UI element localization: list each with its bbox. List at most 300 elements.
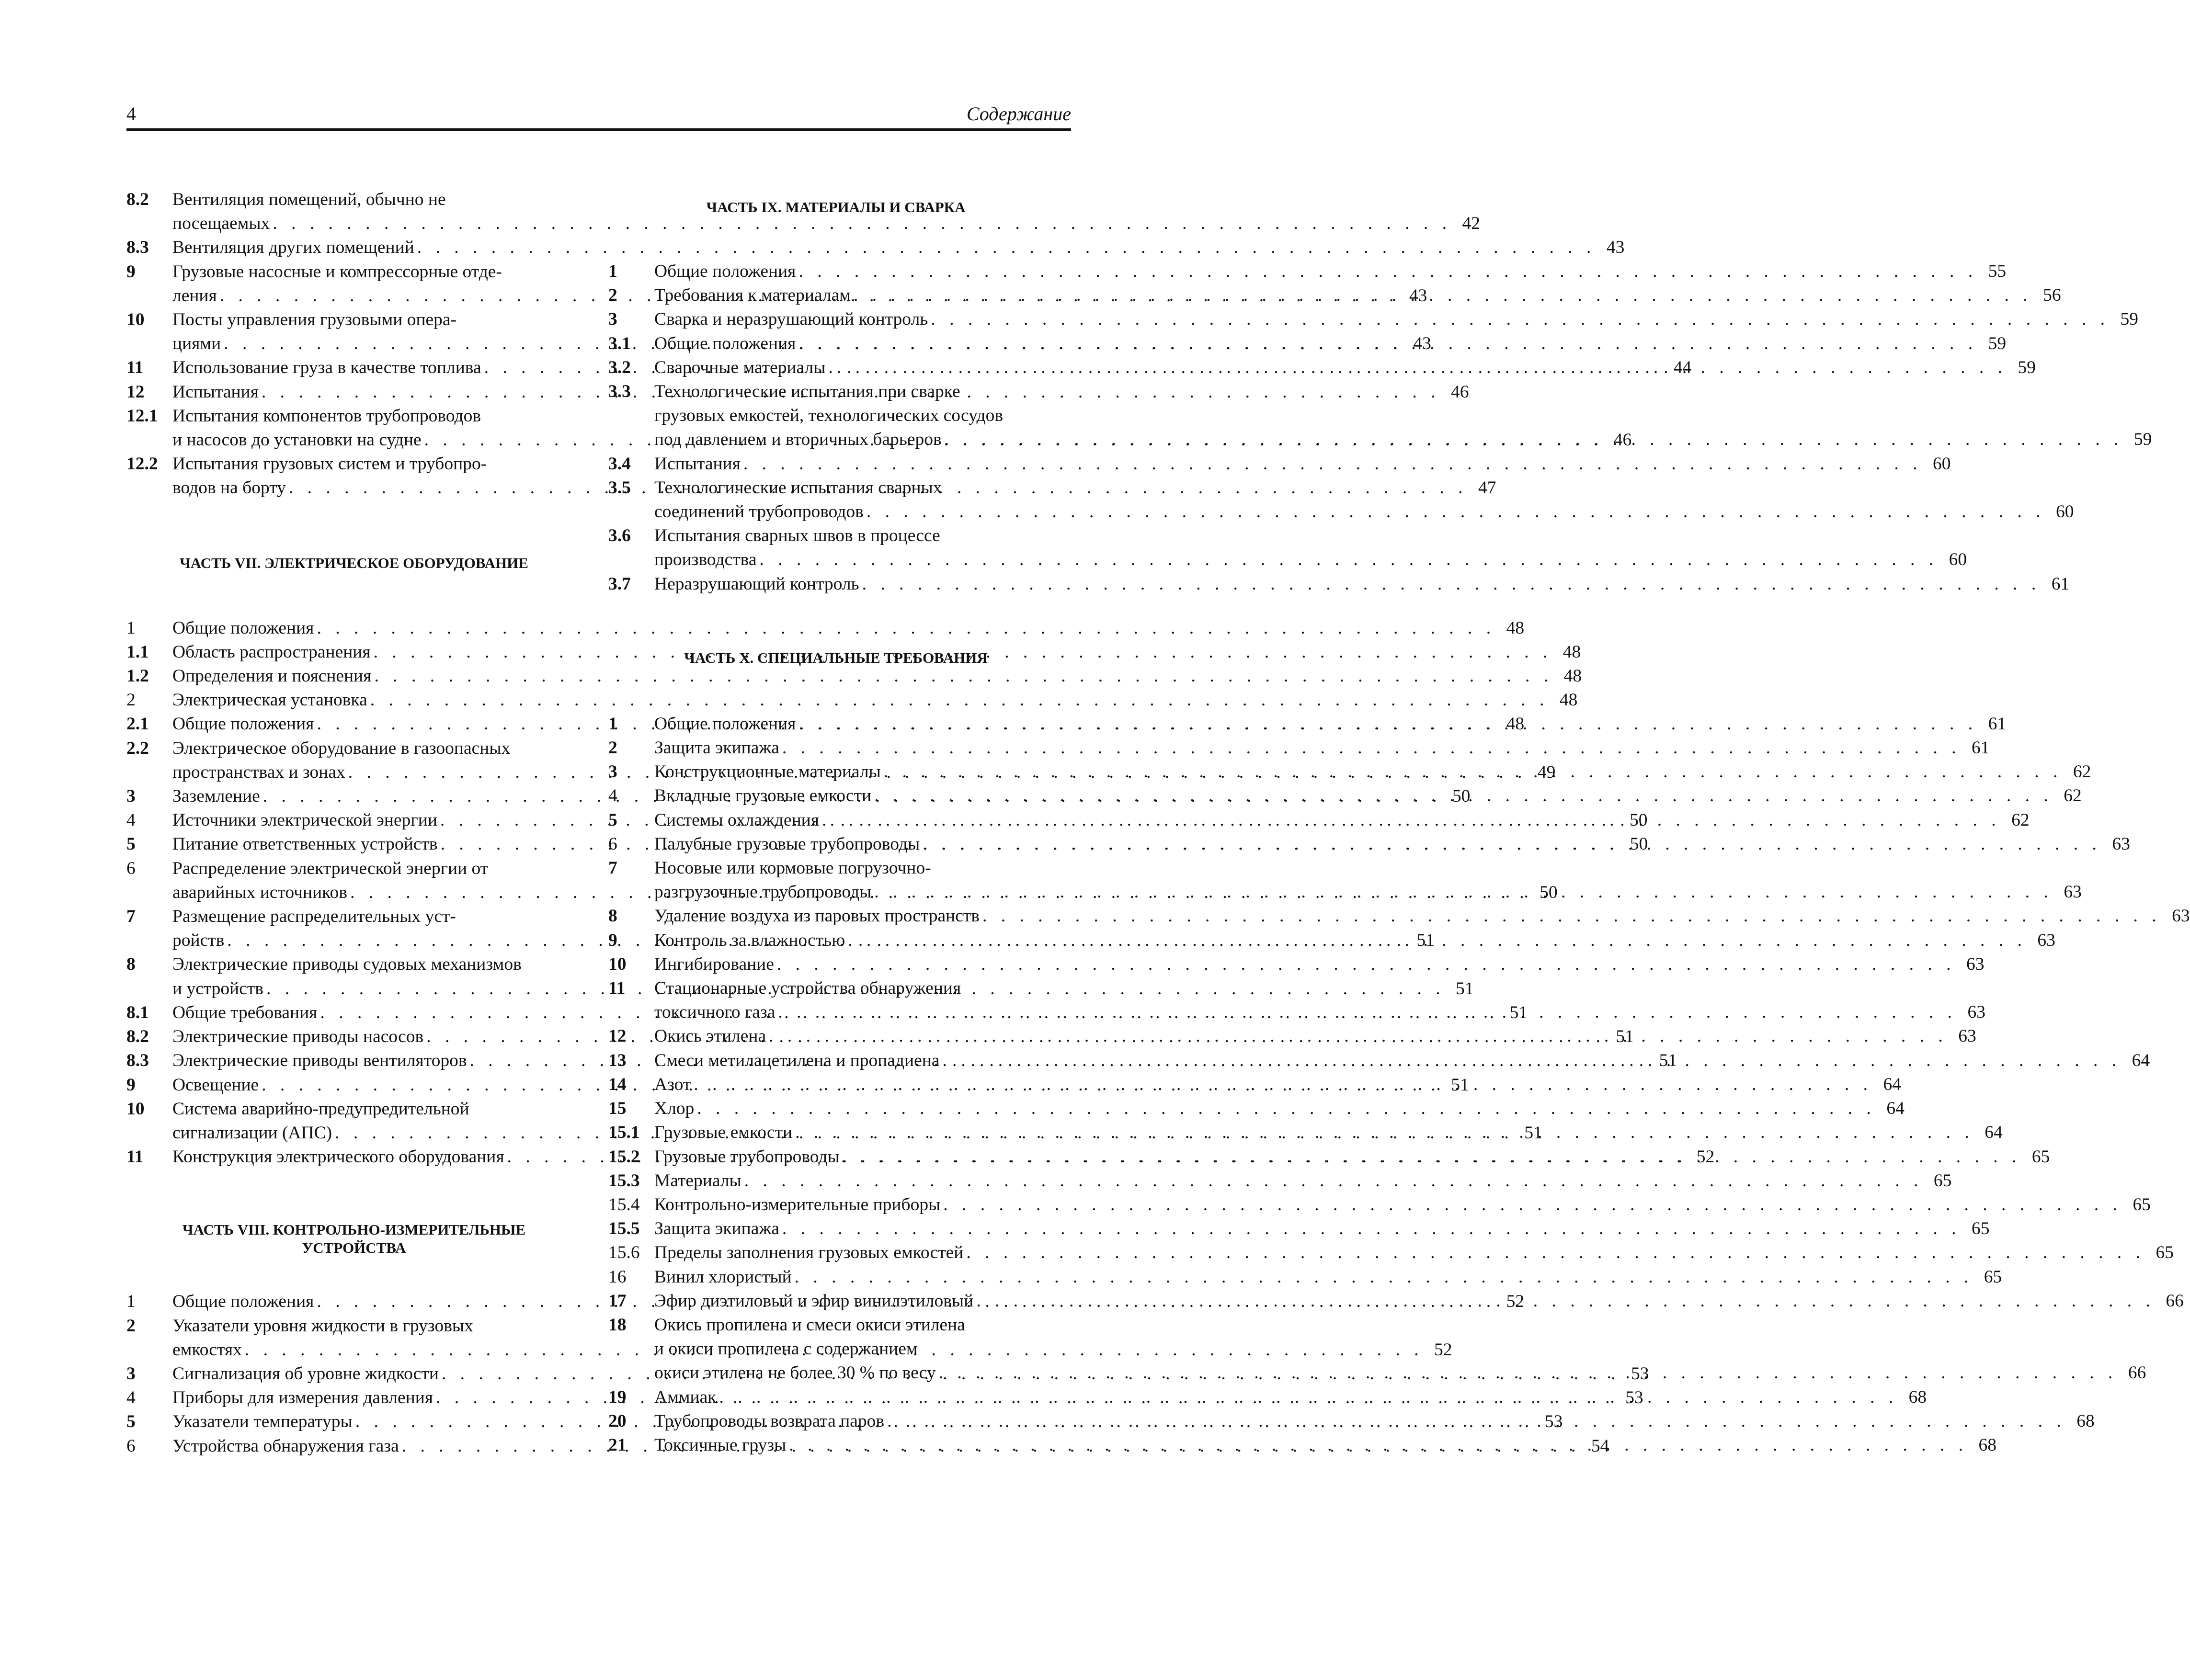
toc-entry-number: 3.1: [608, 333, 631, 353]
toc-entry-title-line: Испытания: [172, 382, 259, 402]
toc-entry-title-line: Общие положения: [172, 1292, 314, 1312]
toc-entry-page: 53: [1544, 1412, 1563, 1432]
toc-entry-number: 10: [126, 310, 145, 330]
toc-entry-number: 3.7: [608, 574, 631, 594]
toc-entry-number: 11: [126, 1147, 144, 1167]
dot-leader: [864, 500, 2045, 524]
toc-entry-page: 51: [1509, 1002, 1528, 1022]
toc-entry-page: 59: [2133, 430, 2152, 450]
toc-entry-title-line: Технологические испытания при сварке: [654, 382, 960, 402]
toc-entry-leader-row: [654, 284, 2061, 307]
toc-entry: [126, 236, 1625, 260]
toc-entry-page: 61: [2051, 574, 2070, 594]
toc-entry-title-line: Конструкция электрического оборудования: [172, 1147, 504, 1167]
toc-entry-number: 15.2: [608, 1146, 640, 1167]
toc-entry-title: [654, 1385, 1927, 1409]
toc-entry-title-line: и устройств: [172, 978, 263, 999]
toc-entry-leader-row: [654, 1024, 1976, 1048]
toc-entry-number: 3: [126, 1363, 136, 1384]
toc-entry-title-line: Грузовые насосные и компрессорные отде-: [172, 261, 502, 282]
toc-entry-title: [654, 284, 2061, 307]
toc-entry-number: 3.2: [608, 357, 631, 377]
dot-leader: [774, 953, 1956, 976]
toc-entry-title-line: Палубные грузовые трубопроводы: [654, 834, 920, 854]
toc-entry-title-line: Требования к материалам: [654, 285, 851, 306]
toc-entry-page: 68: [1908, 1387, 1927, 1407]
toc-entry-leader-row: [654, 832, 2130, 856]
toc-entry-leader-row: [654, 428, 2152, 452]
toc-entry-number: 3.4: [608, 454, 631, 474]
toc-entry-title: [654, 1169, 1951, 1193]
toc-entry-leader-row: [654, 1385, 1927, 1409]
dot-leader: [881, 760, 2063, 784]
toc-entry-title-line: Носовые или кормовые погрузочно-: [654, 858, 931, 878]
dot-leader: [973, 1289, 2155, 1313]
toc-entry-number: 4: [608, 786, 617, 806]
toc-entry-title-line: под давлением и вторичных барьеров: [654, 430, 942, 450]
toc-entry-title-line: Аммиак: [654, 1387, 717, 1407]
toc-entry-title-line: сигнализации (АПС): [172, 1123, 332, 1143]
toc-entry-number: 21: [608, 1435, 627, 1455]
toc-entry-page: 60: [1949, 550, 1967, 570]
dot-leader: [845, 929, 2027, 953]
toc-entry-title-line: Сварочные материалы: [654, 357, 826, 377]
toc-entry-page: 68: [2076, 1411, 2095, 1431]
toc-entry-title: [654, 1265, 2002, 1289]
toc-entry-title-line: Источники электрической энергии: [172, 810, 437, 830]
toc-entry-leader-row: [654, 953, 1985, 976]
dot-leader: [840, 1145, 2021, 1169]
toc-entry-number: 4: [126, 810, 136, 830]
toc-entry-number: 19: [608, 1387, 627, 1407]
toc-entry-title: [654, 904, 2190, 928]
toc-entry-number: 3.3: [608, 382, 631, 402]
toc-entry-title-line: Заземление: [172, 786, 260, 806]
toc-entry-title: [654, 356, 2036, 380]
toc-entry-leader-row: [654, 760, 2091, 784]
toc-entry-number: 16: [608, 1267, 627, 1287]
toc-entry-number: 2: [126, 1316, 136, 1336]
toc-entry-page: 50: [1452, 786, 1471, 806]
toc-entry-title-line: Грузовые трубопроводы: [654, 1146, 840, 1167]
toc-entry: [126, 664, 1582, 688]
dot-leader: [940, 1193, 2122, 1217]
toc-entry-number: 12: [608, 1026, 627, 1046]
toc-entry-number: 15.5: [608, 1219, 640, 1239]
toc-entry-page: 65: [1972, 1219, 1990, 1239]
toc-entry-page: 50: [1630, 810, 1648, 830]
toc-entry-number: 1.1: [126, 642, 149, 662]
toc-entry-title: [654, 1241, 2174, 1265]
toc-entry-title-line: Контрольно-измерительные приборы: [654, 1194, 941, 1215]
toc-entry-title-line: Указатели уровня жидкости в грузовых: [172, 1316, 473, 1336]
toc-entry: [608, 1169, 1952, 1193]
dot-leader: [819, 808, 2001, 832]
toc-entry-page: 51: [1659, 1051, 1677, 1071]
toc-entry-title-line: Защита экипажа: [654, 738, 779, 758]
dot-leader: [939, 1049, 2121, 1073]
toc-entry-title-line: Системы охлаждения: [654, 810, 820, 830]
toc-entry-leader-row: [654, 1073, 1901, 1097]
dot-leader: [741, 1169, 1923, 1193]
toc-entry-leader-row: [654, 1193, 2151, 1217]
toc-entry-page: 55: [1988, 261, 2007, 281]
toc-entry-number: 12.2: [126, 454, 158, 474]
toc-entry-number: 20: [608, 1411, 627, 1431]
dot-leader: [766, 1024, 1948, 1048]
toc-entry: [126, 616, 1525, 640]
toc-entry-title: [654, 1024, 1976, 1048]
toc-entry-title-line: Окись этилена: [654, 1026, 766, 1046]
toc-entry-page: 65: [2031, 1146, 2050, 1167]
dot-leader: [859, 572, 2041, 596]
toc-entry-title-line: Электрическое оборудование в газоопасных: [172, 738, 511, 758]
toc-entry-number: 1: [126, 1292, 136, 1312]
toc-entry-page: 52: [1506, 1292, 1525, 1312]
toc-entry-leader-row: [654, 1241, 2174, 1265]
toc-entry-number: 11: [126, 358, 144, 378]
toc-entry-title-line: Питание ответственных устройств: [172, 834, 438, 854]
toc-entry-page: 43: [1413, 334, 1431, 354]
toc-entry-page: 51: [1616, 1027, 1634, 1047]
toc-entry-title: [654, 784, 2082, 808]
toc-entry-number: 7: [608, 858, 617, 878]
toc-entry-leader-row: [654, 808, 2030, 832]
toc-entry-title-line: соединений трубопроводов: [654, 502, 864, 522]
toc-entry-title-line: Конструкционные материалы: [654, 762, 881, 782]
toc-entry-number: 7: [126, 907, 136, 927]
toc-entry-leader-row: [654, 736, 1990, 760]
toc-entry-number: 5: [126, 834, 136, 854]
toc-entry-number: 14: [608, 1074, 627, 1094]
toc-entry-title: [654, 1121, 2003, 1145]
toc-entry-number: 15.4: [608, 1194, 640, 1215]
toc-entry-title-line: Эфир диэтиловый и эфир винилэтиловый: [654, 1291, 974, 1311]
toc-entry-title-line: Хлор: [654, 1099, 695, 1119]
toc-entry-leader-row: [654, 307, 2138, 331]
toc-entry-title-line: Система аварийно-предупредительной: [172, 1099, 469, 1119]
toc-entry-title: [654, 1073, 1901, 1097]
section-heading: ЧАСТЬ VII. ЭЛЕКТРИЧЕСКОЕ ОБОРУДОВАНИЕ: [180, 554, 528, 571]
toc-entry-title-line: ления: [172, 285, 217, 306]
toc-entry-title-line: Удаление воздуха из паровых пространств: [654, 906, 980, 926]
toc-entry-title-line: Технологические испытания сварных: [654, 477, 942, 498]
toc-entry: [608, 736, 1990, 760]
toc-entry-page: 52: [1696, 1147, 1715, 1167]
toc-entry-number: 4: [126, 1388, 136, 1408]
toc-entry-title-line: Область распространения: [172, 642, 371, 662]
toc-entry-number: 18: [608, 1315, 627, 1335]
toc-entry-page: 53: [1631, 1363, 1649, 1384]
toc-entry-page: 64: [1886, 1099, 1905, 1119]
toc-entry-title-line: Посты управления грузовыми опера-: [172, 310, 457, 330]
dot-leader: [741, 452, 1922, 476]
toc-entry-title: [654, 1217, 1990, 1241]
toc-entry-number: 15.3: [608, 1170, 640, 1191]
toc-entry-number: 15: [608, 1099, 627, 1119]
toc-entry-title-line: циями: [172, 334, 221, 354]
toc-entry-title: [654, 524, 1967, 572]
toc-entry-title: [654, 260, 2006, 284]
dot-leader: [928, 307, 2110, 331]
toc-entry-title-line: Грузовые емкости: [654, 1123, 793, 1143]
toc-entry-page: 60: [1933, 454, 1951, 474]
toc-entry-leader-row: [654, 548, 1967, 572]
toc-entry-page: 43: [1606, 238, 1625, 258]
toc-entry-number: 17: [608, 1291, 627, 1311]
toc-entry-page: 46: [1451, 382, 1469, 402]
toc-entry-leader-row: [654, 500, 2074, 524]
toc-entry-title-line: Азот: [654, 1074, 691, 1094]
toc-entry-title-line: Винил хлористый: [654, 1267, 792, 1287]
toc-entry-title-line: Окись пропилена и смеси окиси этилена: [654, 1315, 965, 1335]
toc-entry-title-line: Защита экипажа: [654, 1219, 779, 1239]
dot-leader: [796, 332, 1977, 356]
section-heading: ЧАСТЬ VIII. КОНТРОЛЬНО-ИЗМЕРИТЕЛЬНЫЕ: [182, 1221, 526, 1238]
toc-entry-title-line: Общие положения: [654, 333, 796, 353]
toc-entry-leader-row: [654, 880, 2082, 904]
dot-leader: [691, 1073, 1872, 1097]
toc-entry-page: 64: [1985, 1123, 2003, 1143]
dot-leader: [757, 548, 1939, 572]
toc-entry-page: 48: [1563, 666, 1582, 686]
dot-leader: [851, 284, 2032, 307]
dot-leader: [694, 1097, 1876, 1121]
toc-entry-number: 1: [608, 261, 617, 281]
toc-entry-page: 50: [1630, 834, 1648, 854]
toc-entry: [608, 452, 1951, 476]
toc-entry-number: 6: [126, 1436, 136, 1456]
toc-entry-title-line: пространствах и зонах: [172, 762, 345, 782]
toc-entry-page: 65: [1933, 1170, 1952, 1191]
toc-entry-page: 61: [1988, 714, 2007, 734]
toc-entry-title-line: Неразрушающий контроль: [654, 574, 859, 594]
dot-leader: [920, 832, 2101, 856]
toc-entry-leader-row: [654, 1289, 2184, 1313]
toc-entry-page: 51: [1524, 1123, 1542, 1143]
toc-entry-leader-row: [654, 452, 1951, 476]
toc-entry-number: 12.1: [126, 406, 158, 426]
toc-entry-title: [654, 953, 1985, 976]
toc-entry-page: 63: [2064, 882, 2082, 902]
toc-entry-number: 6: [126, 858, 136, 878]
toc-entry-title: [654, 380, 2152, 452]
toc-entry: [126, 688, 1578, 712]
toc-entry-title-line: Трубопроводы возврата паров: [654, 1411, 885, 1431]
dot-leader: [775, 1000, 1957, 1024]
toc-entry-title: [654, 1313, 2146, 1385]
toc-entry-page: 42: [1462, 214, 1480, 234]
dot-leader: [716, 1385, 1898, 1409]
toc-entry-title: [654, 1145, 2050, 1169]
section-heading: УСТРОЙСТВА: [302, 1239, 406, 1257]
toc-entry-page: 63: [1966, 954, 1985, 974]
toc-entry-number: 8: [126, 954, 136, 975]
toc-entry-title: [654, 307, 2138, 331]
toc-entry-page: 64: [2132, 1050, 2150, 1070]
toc-entry-page: 59: [2018, 357, 2036, 377]
toc-entry-title: [654, 1433, 1996, 1457]
toc-entry-leader-row: [654, 1097, 1905, 1121]
dot-leader: [779, 1217, 1961, 1241]
toc-entry-page: 51: [1451, 1075, 1469, 1095]
toc-entry-title-line: Общие положения: [654, 261, 796, 281]
toc-entry-page: 66: [2128, 1363, 2146, 1383]
toc-entry-page: 52: [1434, 1339, 1452, 1360]
toc-entry: [608, 260, 2007, 284]
toc-entry-title-line: Вентиляция других помещений: [172, 238, 414, 258]
toc-entry-title: [654, 1289, 2184, 1313]
toc-entry-page: 44: [1673, 358, 1692, 378]
toc-entry-title-line: производства: [654, 550, 757, 570]
toc-entry-title-line: Вентиляция помещений, обычно не: [172, 190, 446, 209]
toc-entry-number: 8.1: [126, 1002, 149, 1022]
toc-entry-leader-row: [654, 1361, 2146, 1385]
toc-entry-number: 10: [126, 1099, 145, 1119]
section-heading: ЧАСТЬ X. СПЕЦИАЛЬНЫЕ ТРЕБОВАНИЯ: [684, 649, 988, 666]
toc-entry-leader-row: [654, 1433, 1996, 1457]
dot-leader: [963, 1241, 2145, 1265]
dot-leader: [792, 1265, 1973, 1289]
toc-entry-title-line: емкостях: [172, 1339, 242, 1360]
toc-entry-page: 46: [1613, 430, 1632, 450]
toc-entry-title-line: Общие положения: [172, 618, 314, 638]
toc-entry-number: 8.2: [126, 1027, 149, 1047]
toc-entry-title-line: Материалы: [654, 1170, 741, 1191]
dot-leader: [871, 784, 2053, 808]
toc-entry-page: 63: [2112, 834, 2130, 854]
toc-entry-title-line: Ингибирование: [654, 954, 774, 974]
toc-entry: [608, 1241, 2174, 1265]
toc-entry-title-line: Испытания грузовых систем и трубопро-: [172, 454, 487, 474]
toc-entry-title-line: Приборы для измерения давления: [172, 1388, 433, 1408]
toc-entry-page: 54: [1591, 1436, 1609, 1456]
running-title: Содержание: [966, 103, 1071, 125]
toc-entry-number: 2: [126, 690, 136, 710]
toc-entry-title-line: аварийных источников: [172, 882, 347, 902]
toc-entry-leader-row: [654, 1121, 2003, 1145]
toc-entry: [608, 572, 2070, 596]
toc-entry-number: 1: [126, 618, 136, 638]
toc-entry-title: [654, 1193, 2151, 1217]
dot-leader: [871, 880, 2053, 904]
toc-entry-page: 47: [1478, 478, 1496, 498]
toc-entry-title-line: Общие положения: [654, 714, 796, 734]
toc-entry-title: [654, 1409, 2095, 1433]
toc-entry-number: 6: [608, 834, 617, 854]
toc-entry-leader-row: [654, 260, 2006, 284]
toc-entry-page: 62: [2073, 762, 2091, 782]
toc-entry-title: [654, 332, 2006, 356]
toc-entry-title: [654, 1097, 1905, 1121]
toc-entry-page: 65: [2156, 1243, 2174, 1263]
toc-entry-number: 2.2: [126, 738, 149, 758]
toc-entry-page: 51: [1456, 978, 1474, 999]
dot-leader: [942, 428, 2123, 452]
toc-entry-number: 8: [608, 906, 617, 926]
toc-entry-number: 1: [608, 714, 617, 734]
dot-leader: [796, 260, 1977, 284]
toc-entry-title-line: Токсичные грузы: [654, 1435, 787, 1455]
toc-entry-page: 59: [2120, 309, 2139, 329]
toc-entry-title-line: Общие требования: [172, 1002, 318, 1022]
toc-entry-number: 8.3: [126, 238, 149, 258]
toc-entry-title: [654, 452, 1951, 476]
toc-entry-page: 43: [1409, 285, 1427, 306]
section-heading: ЧАСТЬ IX. МАТЕРИАЛЫ И СВАРКА: [706, 199, 966, 216]
toc-entry-title-line: Контроль за влажностью: [654, 930, 845, 950]
page-header: [126, 102, 1071, 130]
toc-entry-number: 11: [608, 978, 626, 999]
toc-entry-title-line: Размещение распределительных уст-: [172, 907, 456, 927]
toc-entry-title-line: Сигнализация об уровне жидкости: [172, 1363, 439, 1384]
toc-entry-page: 62: [2011, 810, 2030, 830]
toc-entry-leader-row: [654, 1000, 1985, 1024]
toc-entry-title: [654, 476, 2074, 524]
toc-entry: [608, 953, 1985, 976]
toc-entry: [608, 524, 1967, 572]
toc-entry-number: 10: [608, 954, 627, 974]
toc-entry-title-line: разгрузочные трубопроводы: [654, 882, 872, 902]
toc-entry-leader-row: [654, 1409, 2095, 1433]
toc-entry-page: 65: [2133, 1194, 2151, 1215]
toc-entry-number: 13: [608, 1050, 627, 1070]
toc-entry-title-line: Стационарные устройства обнаружения: [654, 978, 961, 999]
toc-entry-leader-row: [654, 784, 2082, 808]
toc-entry-title-line: и насосов до установки на судне: [172, 430, 422, 450]
toc-entry-page: 50: [1540, 882, 1558, 902]
dot-leader: [980, 904, 2161, 928]
toc-entry-page: 63: [2037, 930, 2055, 950]
toc-entry-page: 63: [2172, 906, 2190, 926]
toc-entry-page: 62: [2064, 786, 2082, 806]
toc-entry-number: 12: [126, 382, 145, 402]
toc-entry-number: 8.2: [126, 190, 149, 209]
toc-entry-number: 3.6: [608, 526, 631, 546]
toc-entry-title-line: Испытания компонентов трубопроводов: [172, 406, 481, 426]
toc-entry-number: 3: [608, 762, 617, 782]
toc-entry-leader-row: [654, 1265, 2002, 1289]
toc-entry: [608, 1097, 1905, 1121]
dot-leader: [884, 1409, 2066, 1433]
toc-entry-title-line: ройств: [172, 931, 225, 951]
toc-entry-title-line: Устройства обнаружения газа: [172, 1436, 399, 1456]
toc-entry-title-line: Сварка и неразрушающий контроль: [654, 309, 928, 329]
toc-entry-leader-row: [654, 1049, 2150, 1073]
toc-entry-number: 3.5: [608, 477, 631, 498]
toc-entry-title-line: Распределение электрической энергии от: [172, 858, 489, 878]
toc-entry-title-line: Электрическая установка: [172, 690, 367, 710]
toc-entry-title-line: токсичного газа: [654, 1002, 776, 1022]
toc-entry-number: 9: [126, 261, 136, 282]
toc-entry-title-line: Электрические приводы вентиляторов: [172, 1051, 467, 1071]
toc-entry-page: 61: [1972, 738, 1990, 758]
toc-entry-page: 48: [1506, 618, 1525, 638]
toc-entry-leader-row: [654, 1169, 1951, 1193]
toc-entry-title-line: Освещение: [172, 1075, 259, 1095]
toc-entry-page: 66: [2166, 1291, 2184, 1311]
toc-entry-leader-row: [654, 356, 2036, 380]
toc-entry-page: 60: [2055, 502, 2074, 522]
toc-entry-number: 2.1: [126, 714, 149, 734]
toc-entry-number: 9: [126, 1075, 136, 1095]
toc-entry-page: 56: [2043, 285, 2061, 306]
toc-entry-number: 2: [608, 738, 617, 758]
toc-entry-page: 63: [1958, 1026, 1976, 1046]
toc-entry-page: 63: [1967, 1002, 1985, 1022]
toc-entry-title-line: Использование груза в качестве топлива: [172, 358, 481, 378]
toc-entry-title: [654, 929, 2055, 953]
